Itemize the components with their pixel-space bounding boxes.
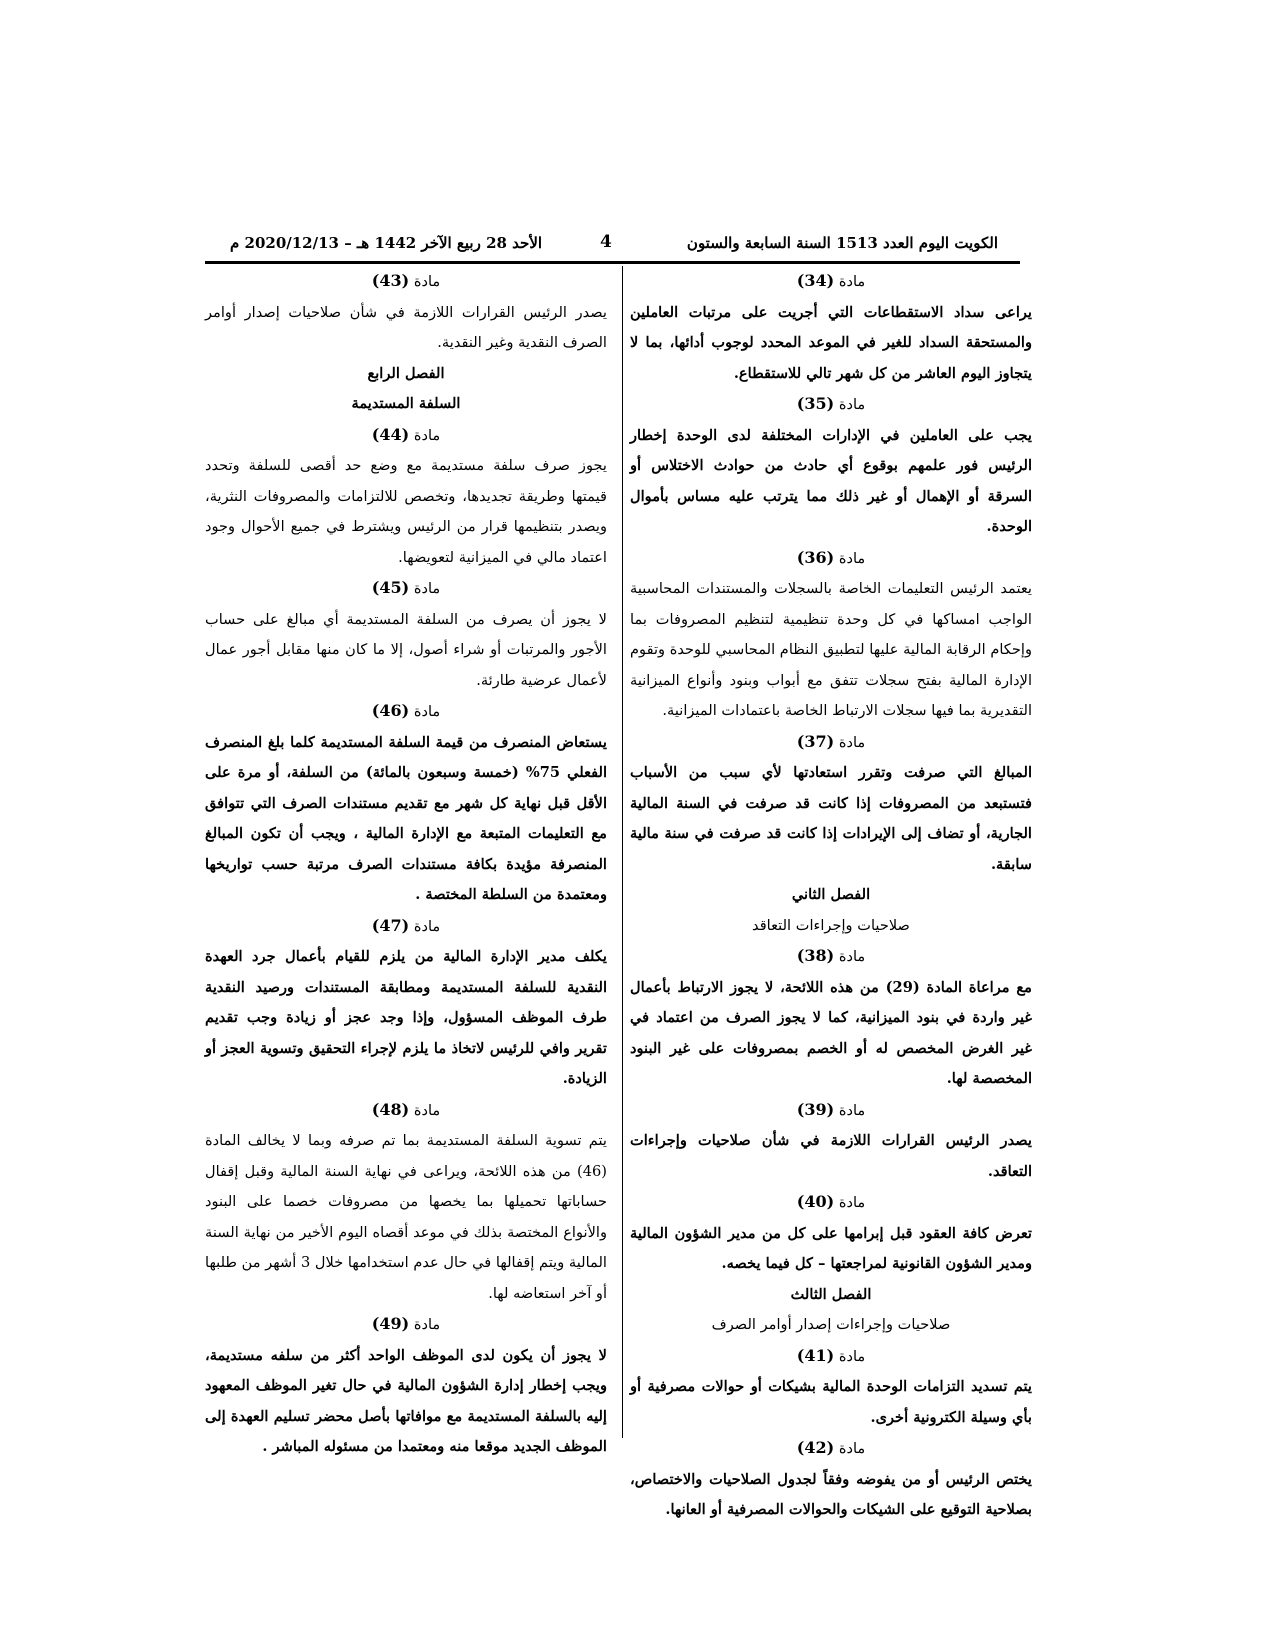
- article-heading-48: مادة (48): [371, 1099, 441, 1119]
- chapter-2-subtitle: صلاحيات وإجراءات التعاقد: [752, 916, 910, 934]
- article-text-49: لا يجوز أن يكون لدى الموظف الواحد أكثر من سلفه مستديمة، ويجب إخطار إدارة الشؤون المالية في حال تغير الموظف المعهود إليه بالسلفة المستديمة مع موافاتها بأصل محضر تسليم العهدة إلى الموظف الجديد موقعا منه ومعتمدا من مسئوله المباشر .: [205, 1346, 607, 1455]
- article-text-46: يستعاض المنصرف من قيمة السلفة المستديمة كلما بلغ المنصرف الفعلي 75% (خمسة وسبعون بالمائة) من السلفة، أو مرة على الأقل قبل نهاية كل شهر مع تقديم مستندات الصرف التي تتوافق مع التعليمات المتبعة مع الإدارة المالية ، ويجب أن تكون المبالغ المنصرفة مؤيدة بكافة مستندات الصرف مرتبة حسب تواريخها ومعتمدة من السلطة المختصة .: [205, 733, 607, 903]
- chapter-3-subtitle: صلاحيات وإجراءات إصدار أوامر الصرف: [711, 1316, 951, 1333]
- header-issue-info: الكويت اليوم العدد 1513 السنة السابعة والستون: [686, 234, 998, 252]
- page-number: 4: [600, 232, 612, 252]
- article-heading-38: مادة (38): [796, 946, 866, 965]
- column-divider: [622, 266, 623, 1438]
- page-header: [205, 232, 1020, 258]
- article-heading-41: مادة (41): [796, 1345, 866, 1365]
- chapter-3-title: الفصل الثالث: [790, 1285, 872, 1303]
- article-heading-39: مادة (39): [796, 1099, 866, 1119]
- article-heading-34: مادة (34): [796, 271, 866, 290]
- article-heading-43: مادة (43): [371, 271, 441, 290]
- article-text-38: مع مراعاة المادة (29) من هذه اللائحة، لا يجوز الارتباط بأعمال غير واردة في بنود الميزانية، كما لا يجوز الصرف من اعتماد في غير الغرض المخصص له أو الخصم بمصروفات على غير البنود المخصصة لها.: [630, 978, 1032, 1087]
- article-text-45: لا يجوز أن يصرف من السلفة المستديمة أي مبالغ على حساب الأجور والمرتبات أو شراء أصول، إلا ما كان منها مقابل أجور عمال لأعمال عرضية طارئة.: [205, 610, 607, 689]
- chapter-4-subtitle: السلفة المستديمة: [351, 395, 461, 412]
- article-text-36: يعتمد الرئيس التعليمات الخاصة بالسجلات والمستندات المحاسبية الواجب امساكها في كل وحدة تنظيمية لتنظيم المصروفات بما وإحكام الرقابة المالية عليها لتطبيق النظام المحاسبي للوحدة وتقوم الإدارة المالية بفتح سجلات تتفق مع أبواب وبنود وأنواع الميزانية التقديرية بما فيها سجلات الارتباط الخاصة باعتمادات الميزانية.: [630, 580, 1032, 719]
- article-text-37: المبالغ التي صرفت وتقرر استعادتها لأي سبب من الأسباب فتستبعد من المصروفات إذا كانت قد صرفت في السنة المالية الجارية، أو تضاف إلى الإيرادات إذا كانت قد صرفت في سنة مالية سابقة.: [630, 764, 1032, 873]
- article-text-39: يصدر الرئيس القرارات اللازمة في شأن صلاحيات وإجراءات التعاقد.: [630, 1132, 1032, 1180]
- article-heading-42: مادة (42): [796, 1438, 866, 1457]
- header-date: الأحد 28 ربيع الآخر 1442 هـ – 2020/12/13 م: [230, 234, 543, 252]
- article-text-35: يجب على العاملين في الإدارات المختلفة لدى الوحدة إخطار الرئيس فور علمهم بوقوع أي حادث من حوادث الاختلاس أو السرقة أو الإهمال أو غير ذلك مما يترتب عليه مساس بأموال الوحدة.: [630, 426, 1032, 535]
- article-text-41: يتم تسديد التزامات الوحدة المالية بشيكات أو حوالات مصرفية أو بأي وسيلة الكترونية أخرى.: [630, 1378, 1032, 1426]
- right-column: [630, 266, 1032, 1526]
- article-heading-36: مادة (36): [796, 547, 866, 567]
- chapter-4-title: الفصل الرابع: [367, 364, 445, 382]
- article-text-44: يجوز صرف سلفة مستديمة مع وضع حد أقصى للسلفة وتحدد قيمتها وطريقة تجديدها، وتخصص للالتزامات والمصروفات النثرية، ويصدر بتنظيمها قرار من الرئيس ويشترط في جميع الأحوال وجود اعتماد مالي في الميزانية لتعويضها.: [205, 457, 607, 566]
- chapter-2-title: الفصل الثاني: [791, 886, 871, 903]
- article-heading-37: مادة (37): [796, 731, 866, 751]
- article-heading-40: مادة (40): [796, 1192, 866, 1211]
- article-text-42: يختص الرئيس أو من يفوضه وفقاً لجدول الصلاحيات والاختصاص، بصلاحية التوقيع على الشيكات والحوالات المصرفية أو العانها.: [630, 1470, 1032, 1518]
- article-heading-44: مادة (44): [371, 424, 441, 444]
- article-heading-35: مادة (35): [796, 394, 866, 413]
- article-heading-46: مادة (46): [371, 701, 441, 720]
- article-heading-47: مادة (47): [371, 915, 441, 935]
- article-heading-45: مادة (45): [371, 578, 441, 597]
- article-heading-49: مادة (49): [371, 1314, 441, 1333]
- article-text-47: يكلف مدير الإدارة المالية من يلزم للقيام بأعمال جرد العهدة النقدية للسلفة المستديمة ومطابقة المستندات ورصيد النقدية طرف الموظف المسؤول، وإذا وجد عجز أو زيادة وجب تقديم تقرير وافي للرئيس لاتخاذ ما يلزم لإجراء التحقيق وتسوية العجز أو الزيادة.: [205, 948, 607, 1087]
- article-text-48: يتم تسوية السلفة المستديمة بما تم صرفه وبما لا يخالف المادة (46) من هذه اللائحة، ويراعى في نهاية السنة المالية وقبل إقفال حساباتها تحميلها بما يخصها من مصروفات خصما على البنود والأنواع المختصة بذلك في موعد أقصاه اليوم الأخير من نهاية السنة المالية ويتم إقفالها في حال عدم استخدامها خلال 3 أشهر من طلبها أو آخر استعاضه لها.: [205, 1132, 607, 1302]
- article-text-34: يراعى سداد الاستقطاعات التي أجريت على مرتبات العاملين والمستحقة السداد للغير في الموعد المحدد لوجوب أدائها، بما لا يتجاوز اليوم العاشر من كل شهر تالي للاستقطاع.: [630, 303, 1032, 382]
- article-text-43: يصدر الرئيس القرارات اللازمة في شأن صلاحيات إصدار أوامر الصرف النقدية وغير النقدية.: [205, 303, 607, 351]
- article-text-40: تعرض كافة العقود قبل إبرامها على كل من مدير الشؤون المالية ومدير الشؤون القانونية لمراجعتها – كل فيما يخصه.: [630, 1224, 1032, 1272]
- left-column: [205, 266, 607, 1463]
- header-rule: [205, 261, 1020, 264]
